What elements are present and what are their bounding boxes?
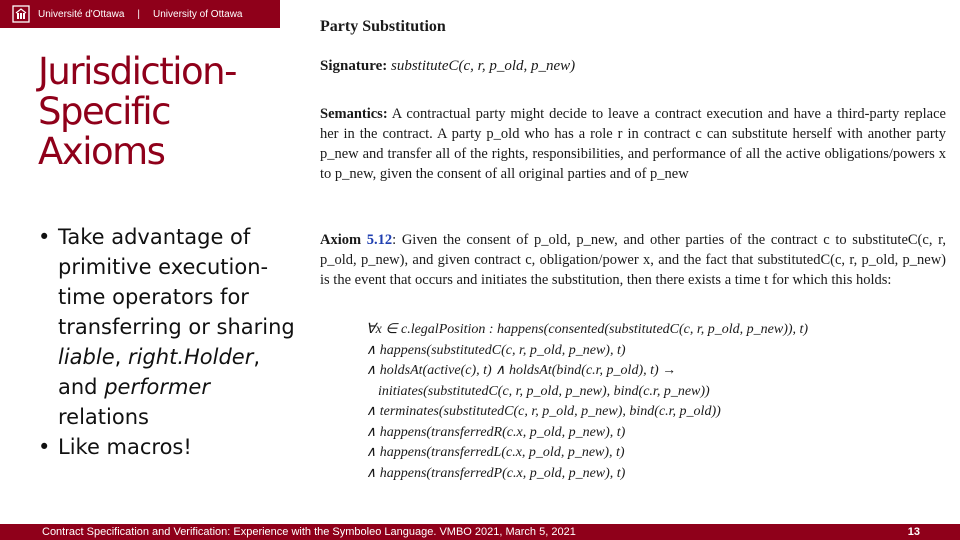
slide-title: Jurisdiction-Specific Axioms	[38, 50, 236, 173]
signature-line	[320, 58, 575, 75]
university-header-bar	[0, 0, 280, 28]
university-name-fr: Université d'Ottawa	[38, 8, 125, 20]
bullet-item	[38, 432, 300, 462]
footer-bar	[0, 524, 960, 540]
formula-line: initiates(substitutedC(c, r, p_old, p_new), bind(c.r, p_new))	[378, 383, 710, 399]
formula-line: ∧ happens(transferredP(c.x, p_old, p_new), t)	[366, 465, 626, 481]
bullet-emphasis-liable: liable	[58, 345, 115, 369]
bullet-text: Take advantage of primitive execution-time operators for transferring or sharing	[58, 225, 295, 339]
signature-formula: substituteC(c, r, p_old, p_new)	[390, 58, 576, 74]
formula-line: ∀x ∈ c.legalPosition : happens(consented(substitutedC(c, r, p_old, p_new)), t)	[366, 322, 809, 337]
signature-label: Signature:	[320, 58, 388, 74]
university-logo-icon	[12, 5, 30, 23]
paper-excerpt	[312, 14, 952, 504]
formula-line: ∧ happens(substitutedC(c, r, p_old, p_new), t)	[366, 342, 626, 358]
axiom-text: : Given the consent of p_old, p_new, and other parties of the contract c to substituteC(c, r, p_old, p_new), and given contract c, obligation/power x, and the fact that substitutedC(c, r, p_old, p_new) is the event that occurs and initiates the substitution, then there exists a time t for which this holds:	[320, 232, 946, 288]
bullet-item	[38, 222, 300, 432]
header-separator: |	[137, 8, 140, 20]
axiom-label: Axiom	[320, 232, 362, 248]
paper-section-heading: Party Substitution	[320, 18, 446, 35]
bullet-emphasis-rightholder: right.Holder	[127, 345, 254, 369]
page-number: 13	[907, 526, 920, 538]
semantics-label: Semantics:	[320, 106, 388, 122]
bullet-text: relations	[58, 405, 149, 429]
axiom-paragraph	[320, 230, 946, 290]
formula-line: ∧ happens(transferredR(c.x, p_old, p_new), t)	[366, 424, 626, 440]
formula-line: ∧ holdsAt(active(c), t) ∧ holdsAt(bind(c.r, p_old), t) →	[366, 363, 677, 378]
university-name-en: University of Ottawa	[153, 8, 243, 20]
formula-line: ∧ terminates(substitutedC(c, r, p_old, p_new), bind(c.r, p_old))	[366, 404, 721, 419]
bullet-text: Like macros!	[58, 435, 192, 459]
semantics-text: A contractual party might decide to leave a contract execution and have a third-party replace her in the contract. A party p_old who has a role r in contract c can substitute herself with another party p_new and transfer all of the rights, responsibilities, and performance of all the active obligations/powers x to p_new, given the consent of all original parties and of p_new	[320, 106, 946, 182]
bullet-marker: •	[38, 435, 51, 459]
bullet-list	[38, 222, 300, 462]
footer-citation: Contract Specification and Verification: Experience with the Symboleo Language. VMBO 2021, March 5, 2021	[42, 526, 576, 538]
bullet-text: ,	[114, 345, 128, 369]
semantics-paragraph	[320, 104, 946, 184]
axiom-number: 5.12	[366, 232, 393, 248]
formula-line: ∧ happens(transferredL(c.x, p_old, p_new), t)	[366, 445, 625, 460]
bullet-text: , and	[58, 345, 261, 399]
bullet-emphasis-performer: performer	[104, 375, 210, 399]
bullet-marker: •	[38, 225, 51, 249]
axiom-formula	[366, 320, 808, 484]
